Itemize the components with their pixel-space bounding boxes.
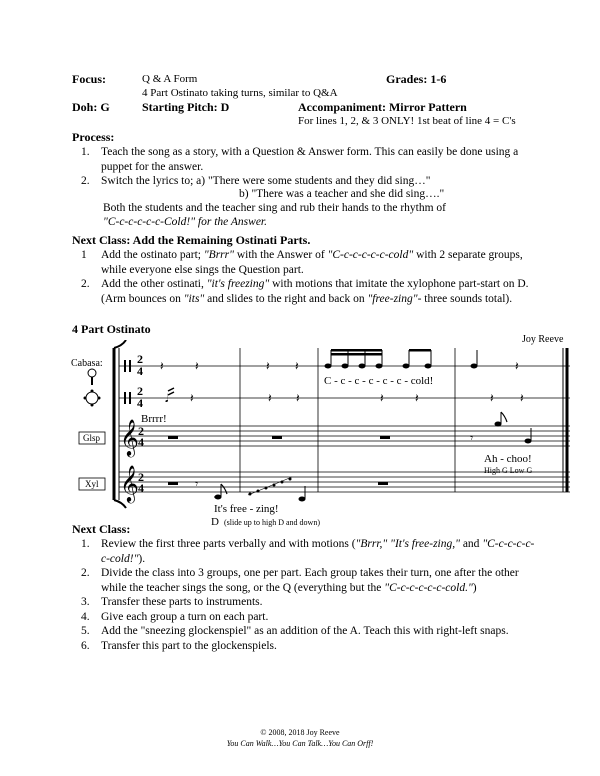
treble-clef-icon: 𝄞	[120, 465, 139, 501]
xyl-lyric: It's free - zing!	[214, 503, 279, 515]
rest-icon: 𝄽	[160, 359, 164, 373]
svg-text:𝄽: 𝄽	[268, 391, 272, 405]
music-score	[0, 340, 600, 530]
list-item	[77, 639, 537, 654]
focus-line-2: 4 Part Ostinato taking turns, similar to Q&A	[142, 87, 338, 99]
accompaniment-note: For lines 1, 2, & 3 ONLY! 1st beat of line 4 = C's	[298, 115, 516, 127]
list-number: 6.	[81, 639, 90, 652]
time-sig-top: 2	[138, 424, 144, 438]
list-number: 1.	[81, 538, 90, 550]
list-text: Add the ostinato part;	[101, 249, 204, 261]
glsp-note-names: High G Low G	[484, 466, 533, 475]
xyl-note-detail: (slide up to high D and down)	[224, 518, 320, 527]
xyl-staff	[119, 472, 570, 492]
list-item	[77, 145, 537, 174]
svg-text:𝅘𝅥: 𝅘𝅥	[165, 393, 169, 405]
list-item	[77, 174, 537, 189]
cabasa-notes	[325, 349, 520, 373]
svg-text:𝄽: 𝄽	[296, 391, 300, 405]
xyl-notes	[214, 477, 306, 502]
list-text: )	[472, 581, 477, 594]
list-text: Switch the lyrics to; a) "There were some students and they did sing…"	[101, 175, 431, 187]
next-class-list-2	[77, 537, 537, 653]
xyl-label: Xyl	[85, 479, 99, 489]
list-text: with 2 separate groups, while everyone else sings the Question part.	[101, 249, 523, 276]
freezing-text: "it's freezing"	[206, 278, 270, 290]
glsp-label: Glsp	[83, 433, 101, 443]
process-item2b: b) "There was a teacher and she did sing…."	[239, 188, 445, 200]
list-text: ).	[138, 552, 146, 565]
glsp-staff	[119, 426, 570, 446]
list-text: Review the first three parts verbally and with motions (	[101, 538, 356, 550]
svg-text:𝄽: 𝄽	[490, 391, 494, 405]
rest-icon: 𝄽	[266, 359, 270, 373]
list-number: 5.	[81, 625, 90, 637]
cabasa-lyric: C - c - c - c - c - c - cold!	[324, 375, 434, 387]
next-class-list-1	[77, 248, 537, 306]
list-number: 2.	[81, 567, 90, 579]
brrr-text: "Brrr"	[203, 249, 234, 261]
time-sig-top: 2	[137, 384, 143, 398]
process-heading: Process:	[72, 130, 115, 144]
glsp-notes	[495, 412, 532, 444]
list-text: Transfer this part to the glockenspiels.	[101, 639, 277, 652]
svg-text:𝄾: 𝄾	[470, 431, 474, 445]
svg-text:𝄽: 𝄽	[190, 391, 194, 405]
svg-text:𝄾: 𝄾	[195, 477, 199, 491]
svg-text:𝄽: 𝄽	[515, 359, 519, 373]
svg-text:𝄽: 𝄽	[415, 391, 419, 405]
list-text: with the Answer of	[233, 249, 328, 261]
list-text: Teach the song as a story, with a Question & Answer form. This can easily be done using a puppet for the answer.	[101, 146, 519, 173]
list-number: 2.	[81, 175, 90, 187]
list-text: Transfer these parts to instruments.	[101, 596, 263, 608]
list-text: "C-c-c-c-c-c-cold."	[384, 581, 473, 594]
time-sig-top: 2	[138, 470, 144, 484]
focus-line-1: Q & A Form	[142, 73, 198, 85]
focus-label: Focus:	[72, 72, 106, 86]
accompaniment: Accompaniment: Mirror Pattern	[298, 100, 467, 114]
its-text: "its"	[183, 292, 205, 305]
list-text: with motions that imitate the xylophone part-start on D. (Arm bounces on	[101, 278, 529, 305]
list-text: Add the other ostinati,	[101, 278, 207, 290]
list-item	[77, 537, 537, 566]
list-number: 2.	[81, 278, 90, 290]
rest-icon: 𝄽	[295, 359, 299, 373]
cabasa-icon	[88, 369, 96, 385]
brrr-notes	[165, 388, 524, 405]
list-text: Divide the class into 3 groups, one per part. Each group takes their turn, one after the other while the teacher sings the song, or the Q (everything but the	[101, 567, 519, 594]
list-number: 1	[81, 249, 87, 261]
time-sig-top: 2	[137, 352, 143, 366]
time-sig-bottom: 4	[137, 396, 143, 410]
xyl-rests	[168, 477, 388, 491]
treble-clef-icon: 𝄞	[120, 419, 139, 455]
svg-text:𝄽: 𝄽	[380, 391, 384, 405]
footer-tagline: You Can Walk…You Can Talk…You Can Orff!	[226, 739, 374, 748]
list-text: - three sounds total).	[417, 292, 513, 305]
list-text: "C-c-c-c-c-c-cold!"	[101, 538, 535, 565]
list-item	[77, 248, 537, 277]
composer: Joy Reeve	[522, 334, 564, 345]
list-text: "Brrr," "It's free-zing,"	[355, 538, 460, 550]
hands-rub-icon	[84, 390, 101, 407]
list-number: 1.	[81, 146, 90, 158]
time-sig-bottom: 4	[138, 435, 144, 449]
list-text: Add the "sneezing glockenspiel" as an addition of the A. Teach this with right-left snaps.	[101, 625, 509, 637]
list-item	[77, 624, 537, 639]
cold-text: "C-c-c-c-c-c-cold"	[327, 249, 414, 261]
time-sig-bottom: 4	[137, 364, 143, 378]
xyl-note: D	[211, 516, 219, 528]
cabasa-label: Cabasa:	[71, 358, 103, 369]
next-class-heading-2: Next Class:	[72, 522, 131, 536]
brrr-lyric: Brrrr!	[141, 413, 167, 425]
list-text: and slides to the right and back on	[204, 292, 368, 305]
score-heading: 4 Part Ostinato	[72, 322, 151, 336]
glsp-lyric: Ah - choo!	[484, 453, 532, 465]
list-item	[77, 595, 537, 610]
svg-text:𝄽: 𝄽	[520, 391, 524, 405]
list-item	[77, 610, 537, 625]
list-number: 4.	[81, 610, 90, 623]
doh: Doh: G	[72, 100, 110, 114]
footer-copyright: © 2008, 2018 Joy Reeve	[260, 728, 340, 737]
grades: Grades: 1-6	[386, 72, 447, 86]
process-note-1: Both the students and the teacher sing and rub their hands to the rhythm of	[103, 202, 447, 214]
process-list	[77, 145, 537, 189]
starting-pitch: Starting Pitch: D	[142, 100, 230, 114]
list-text: and	[459, 538, 483, 550]
rest-icon: 𝄽	[195, 359, 199, 373]
list-item	[77, 566, 537, 595]
free-zing-text: "free-zing"	[367, 292, 418, 305]
process-note-2: "C-c-c-c-c-c-Cold!" for the Answer.	[103, 216, 268, 228]
next-class-heading-1: Next Class: Add the Remaining Ostinati Parts.	[72, 233, 311, 247]
time-sig-bottom: 4	[138, 481, 144, 495]
list-text: Give each group a turn on each part.	[101, 610, 269, 623]
glsp-rests	[168, 431, 473, 445]
list-number: 3.	[81, 596, 90, 608]
list-item	[77, 277, 537, 306]
